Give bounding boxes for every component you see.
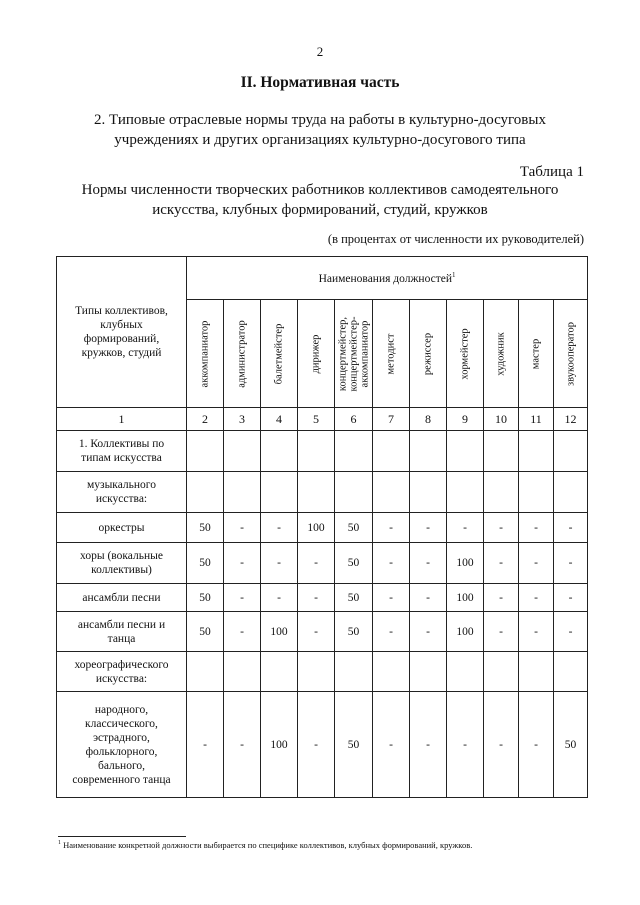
collective-type-line: ансамбли песни и	[77, 618, 166, 631]
column-number: 7	[373, 408, 410, 431]
collective-type-cell	[57, 513, 187, 543]
collective-type-line: искусства:	[95, 672, 148, 685]
norm-value-cell: 50	[187, 513, 224, 543]
norm-value-cell: -	[298, 612, 335, 652]
table-row	[57, 513, 588, 543]
norm-value-cell	[484, 652, 519, 692]
norm-value-cell	[261, 472, 298, 513]
norm-value-cell	[447, 431, 484, 472]
norm-value-cell	[519, 652, 554, 692]
norm-value-cell: 50	[187, 543, 224, 584]
norm-value-cell	[554, 472, 588, 513]
position-header-text	[311, 334, 322, 373]
norm-value-cell: -	[519, 513, 554, 543]
column-numbers-row	[57, 408, 588, 431]
norm-value-cell	[335, 472, 373, 513]
norm-value-cell: -	[298, 584, 335, 612]
table-title-line: искусства, клубных формирований, студий, кружков	[152, 202, 488, 218]
norm-value-cell	[187, 431, 224, 472]
collective-type-line: фольклорного,	[85, 745, 158, 758]
position-header-text	[531, 338, 542, 368]
collective-type-cell	[57, 472, 187, 513]
norm-value-cell	[261, 652, 298, 692]
norm-value-cell: -	[224, 692, 261, 798]
column-number: 11	[519, 408, 554, 431]
norm-value-cell	[447, 472, 484, 513]
position-header-text	[496, 332, 507, 375]
norm-value-cell: 100	[447, 543, 484, 584]
position-header-line: аккомпаниатор	[359, 320, 370, 387]
position-header-text	[386, 333, 397, 374]
position-header-line: режиссер	[422, 332, 434, 375]
norm-value-cell: -	[224, 584, 261, 612]
norm-value-cell: -	[373, 513, 410, 543]
norm-value-cell: -	[484, 612, 519, 652]
collective-type-line: хоры (вокальные	[80, 550, 163, 562]
types-header-line: клубных	[100, 319, 143, 331]
position-header-line: концертмейстер-	[348, 316, 359, 391]
norm-value-cell: -	[554, 543, 588, 584]
collective-type-line: танца	[107, 632, 136, 645]
norm-value-cell: -	[298, 692, 335, 798]
position-header-text	[460, 328, 471, 379]
column-number: 4	[261, 408, 298, 431]
position-header-line: балетмейстер	[273, 323, 285, 384]
column-number: 8	[410, 408, 447, 431]
types-header-line: кружков, студий	[81, 347, 162, 359]
column-number: 1	[57, 408, 187, 431]
document-subtitle	[70, 110, 570, 150]
collective-type-line: оркестры	[98, 521, 145, 534]
collective-type-line: типам искусства	[81, 452, 162, 464]
norm-value-cell	[373, 652, 410, 692]
collective-type-line: ансамбли песни	[82, 591, 161, 604]
norm-value-cell: 100	[447, 584, 484, 612]
position-header-text	[274, 323, 285, 384]
norm-value-cell	[261, 431, 298, 472]
norm-value-cell: -	[554, 513, 588, 543]
norm-value-cell	[224, 431, 261, 472]
norm-value-cell: -	[447, 692, 484, 798]
norm-value-cell: -	[187, 692, 224, 798]
norm-value-cell	[519, 472, 554, 513]
table-row	[57, 472, 588, 513]
norm-value-cell	[187, 652, 224, 692]
norm-value-cell: 100	[261, 612, 298, 652]
norm-value-cell: -	[373, 584, 410, 612]
norm-value-cell: -	[298, 543, 335, 584]
norm-value-cell: 50	[335, 584, 373, 612]
collective-type-line: современного танца	[72, 773, 171, 786]
norm-value-cell: -	[261, 543, 298, 584]
position-header-text	[423, 332, 434, 374]
collective-type-cell	[57, 543, 187, 584]
table-row	[57, 584, 588, 612]
norm-value-cell	[298, 431, 335, 472]
norm-value-cell: -	[554, 612, 588, 652]
footnote-separator	[58, 836, 186, 837]
column-number: 5	[298, 408, 335, 431]
norm-value-cell: 100	[261, 692, 298, 798]
collective-type-line: искусства:	[95, 493, 148, 505]
norm-value-cell: -	[519, 692, 554, 798]
collective-type-cell	[57, 584, 187, 612]
collective-type-line: классического,	[85, 717, 158, 730]
position-header-text	[337, 316, 370, 391]
column-number: 6	[335, 408, 373, 431]
position-header-line: художник	[495, 331, 507, 376]
norm-value-cell: -	[261, 513, 298, 543]
position-header	[484, 300, 519, 408]
norm-value-cell: -	[224, 612, 261, 652]
position-header	[519, 300, 554, 408]
position-header-line: хормейстер	[459, 327, 471, 380]
norm-value-cell: -	[373, 543, 410, 584]
position-header	[261, 300, 298, 408]
collective-type-cell	[57, 612, 187, 652]
norm-value-cell	[187, 472, 224, 513]
collective-type-cell	[57, 652, 187, 692]
position-header-text	[237, 320, 248, 387]
norm-value-cell: -	[261, 584, 298, 612]
collective-type-line: музыкального	[87, 479, 156, 491]
norm-value-cell: -	[484, 543, 519, 584]
norm-value-cell	[519, 431, 554, 472]
footnote	[58, 840, 472, 850]
table-row	[57, 612, 588, 652]
norm-value-cell: 100	[447, 612, 484, 652]
norm-value-cell	[410, 652, 447, 692]
position-header-line: дирижер	[310, 334, 322, 373]
types-column-header	[57, 257, 187, 408]
position-header-text	[200, 320, 211, 387]
collective-type-line: эстрадного,	[93, 731, 150, 744]
norm-value-cell: 50	[335, 692, 373, 798]
positions-group-header	[187, 257, 588, 300]
norm-value-cell	[335, 431, 373, 472]
norm-value-cell	[447, 652, 484, 692]
norm-value-cell: -	[410, 612, 447, 652]
position-header	[373, 300, 410, 408]
position-header	[447, 300, 484, 408]
norm-value-cell: 50	[335, 543, 373, 584]
norm-value-cell: -	[519, 543, 554, 584]
position-header	[187, 300, 224, 408]
table-title	[70, 180, 570, 220]
norm-value-cell: -	[484, 692, 519, 798]
norm-value-cell: -	[447, 513, 484, 543]
types-header-line: формирований,	[83, 333, 160, 345]
position-header-text	[565, 322, 576, 386]
norm-value-cell: -	[410, 584, 447, 612]
position-header	[224, 300, 261, 408]
position-header-line: мастер	[530, 338, 542, 369]
norm-value-cell: -	[410, 692, 447, 798]
norm-value-cell: -	[484, 584, 519, 612]
column-number: 2	[187, 408, 224, 431]
norm-value-cell	[554, 431, 588, 472]
subtitle-line: 2. Типовые отраслевые нормы труда на работы в культурно-досуговых	[94, 112, 546, 128]
position-header-line: аккомпаниатор	[199, 320, 211, 387]
table-row	[57, 431, 588, 472]
footnote-text: Наименование конкретной должности выбирается по специфике коллективов, клубных формирований, кружков.	[63, 840, 473, 850]
position-header	[298, 300, 335, 408]
position-header	[335, 300, 373, 408]
norm-value-cell: 50	[187, 612, 224, 652]
norm-value-cell: -	[373, 692, 410, 798]
collective-type-line: бального,	[98, 759, 145, 772]
norm-value-cell: -	[519, 584, 554, 612]
norm-value-cell	[298, 472, 335, 513]
column-number: 12	[554, 408, 588, 431]
norm-value-cell	[410, 431, 447, 472]
norm-value-cell: -	[224, 543, 261, 584]
positions-header-text: Наименования должностей	[318, 272, 452, 285]
position-header-line: концертмейстер,	[337, 316, 348, 391]
norm-value-cell: -	[373, 612, 410, 652]
norm-value-cell	[298, 652, 335, 692]
column-number: 3	[224, 408, 261, 431]
column-number: 10	[484, 408, 519, 431]
norm-value-cell: -	[410, 513, 447, 543]
norm-value-cell	[373, 431, 410, 472]
position-header-line: методист	[385, 333, 397, 374]
norm-value-cell	[484, 431, 519, 472]
table-label: Таблица 1	[519, 164, 584, 180]
norm-value-cell	[224, 472, 261, 513]
collective-type-line: хореографического	[74, 658, 169, 671]
table-units-note: (в процентах от численности их руководителей)	[327, 232, 584, 246]
footnote-mark: 1	[58, 840, 61, 847]
positions-footnote-mark: 1	[452, 271, 456, 280]
norms-table	[56, 256, 588, 798]
subtitle-line: учреждениях и других организациях культурно-досугового типа	[114, 132, 526, 148]
norm-value-cell: 50	[187, 584, 224, 612]
norm-value-cell	[554, 652, 588, 692]
collective-type-line: 1. Коллективы по	[78, 438, 165, 450]
position-header	[554, 300, 588, 408]
position-header-line: звукооператор	[565, 321, 577, 386]
section-title: II. Нормативная часть	[240, 74, 400, 91]
position-header-line: администратор	[236, 319, 248, 388]
table-row	[57, 652, 588, 692]
collective-type-cell	[57, 692, 187, 798]
norm-value-cell: -	[410, 543, 447, 584]
table-row	[57, 692, 588, 798]
table-row	[57, 543, 588, 584]
norm-value-cell: -	[519, 612, 554, 652]
norm-value-cell	[484, 472, 519, 513]
norm-value-cell	[335, 652, 373, 692]
collective-type-cell	[57, 431, 187, 472]
norm-value-cell	[224, 652, 261, 692]
position-header	[410, 300, 447, 408]
collective-type-line: народного,	[94, 703, 149, 716]
types-header-line: Типы коллективов,	[75, 305, 168, 317]
page-number: 2	[316, 44, 324, 59]
norm-value-cell: 50	[335, 513, 373, 543]
column-number: 9	[447, 408, 484, 431]
norm-value-cell: -	[484, 513, 519, 543]
norm-value-cell: 50	[335, 612, 373, 652]
norm-value-cell: 100	[298, 513, 335, 543]
norm-value-cell	[373, 472, 410, 513]
norm-value-cell: -	[554, 584, 588, 612]
table-title-line: Нормы численности творческих работников коллективов самодеятельного	[81, 182, 559, 198]
norm-value-cell	[410, 472, 447, 513]
norm-value-cell: 50	[554, 692, 588, 798]
collective-type-line: коллективы)	[91, 564, 152, 576]
norm-value-cell: -	[224, 513, 261, 543]
